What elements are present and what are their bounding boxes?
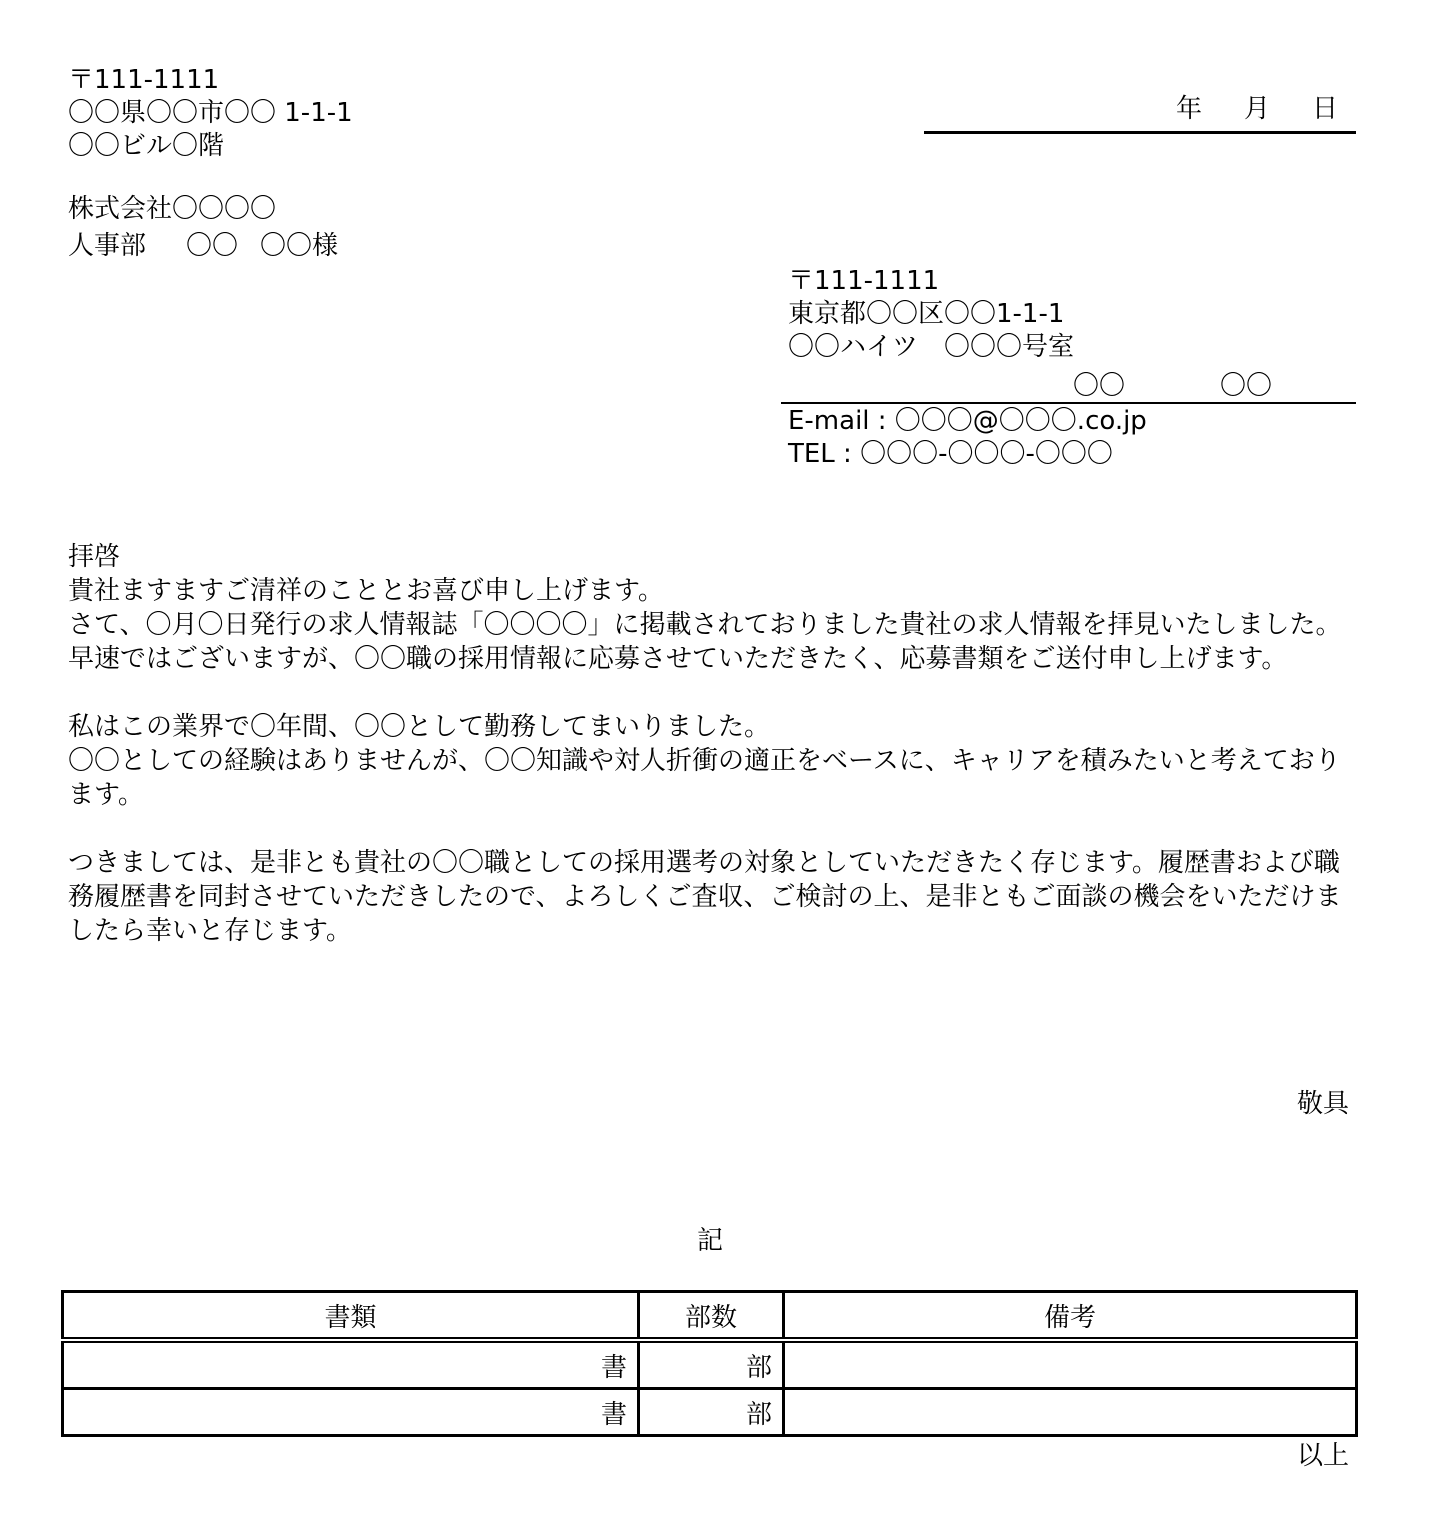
cell-document: 書	[63, 1340, 639, 1389]
closing: 敬具	[1296, 1089, 1349, 1119]
date-year: 年	[1175, 94, 1202, 124]
recipient-company: 株式会社〇〇〇〇	[68, 194, 277, 224]
paragraph-4: 〇〇としての経験はありませんが、〇〇知識や対人折衝の適正をベースに、キャリアを積みたいと考えております。	[68, 746, 1341, 810]
sender-address-line1: 東京都〇〇区〇〇1-1-1	[788, 299, 1065, 329]
header-copies: 部数	[639, 1292, 784, 1341]
sender-address-line2: 〇〇ハイツ 〇〇〇号室	[788, 332, 1075, 362]
cell-notes	[784, 1389, 1357, 1436]
sender-postal: 〒111-1111	[788, 266, 940, 296]
sender-contact	[788, 405, 1147, 471]
greeting: 拝啓	[68, 542, 121, 572]
sender-name	[788, 370, 1356, 403]
recipient-postal: 〒111-1111	[68, 65, 220, 95]
header-notes: 備考	[784, 1292, 1357, 1341]
paragraph-2: さて、〇月〇日発行の求人情報誌「〇〇〇〇」に掲載されておりました貴社の求人情報を拝見いたしました。早速ではございますが、〇〇職の採用情報に応募させていただきたく、応募書類をご送付申し上げます。	[68, 610, 1342, 674]
cell-count: 部	[639, 1340, 784, 1389]
cell-count: 部	[639, 1389, 784, 1436]
table-row	[63, 1340, 1357, 1389]
date-field	[924, 93, 1356, 134]
recipient-person-surname: 〇〇	[186, 231, 239, 261]
cell-document: 書	[63, 1389, 639, 1436]
sender-divider	[781, 402, 1356, 404]
cell-notes	[784, 1340, 1357, 1389]
table-row	[63, 1389, 1357, 1436]
sender-givenname: 〇〇	[1220, 371, 1273, 401]
recipient-address	[68, 64, 353, 163]
sender-surname: 〇〇	[1073, 371, 1126, 401]
sender-email: E-mail : 〇〇〇@〇〇〇.co.jp	[788, 406, 1147, 436]
sender-address	[788, 265, 1074, 364]
enclosure-table	[61, 1290, 1358, 1437]
recipient-person	[68, 230, 338, 263]
header-documents: 書類	[63, 1292, 639, 1341]
paragraph-1: 貴社ますますご清祥のこととお喜び申し上げます。	[68, 576, 664, 606]
date-day: 日	[1311, 94, 1338, 124]
ki-heading: 記	[696, 1226, 723, 1256]
paragraph-3: 私はこの業界で〇年間、〇〇として勤務してまいりました。	[68, 712, 771, 742]
recipient-address-line2: 〇〇ビル〇階	[68, 131, 225, 161]
paragraph-5: つきましては、是非とも貴社の〇〇職としての採用選考の対象としていただきたく存じます。履歴書および職務履歴書を同封させていただきしたので、よろしくご査収、ご検討の上、是非ともご面談の機会をいただけましたら幸いと存じます。	[68, 848, 1342, 946]
end-mark: 以上	[1296, 1441, 1349, 1471]
recipient-address-line1: 〇〇県〇〇市〇〇 1-1-1	[68, 98, 353, 128]
recipient-dept: 人事部	[68, 231, 147, 261]
table-header-row	[63, 1292, 1357, 1341]
recipient-person-name: 〇〇様	[260, 231, 339, 261]
sender-tel: TEL : 〇〇〇-〇〇〇-〇〇〇	[788, 439, 1113, 469]
date-month: 月	[1243, 94, 1270, 124]
letter-body	[68, 540, 1358, 948]
